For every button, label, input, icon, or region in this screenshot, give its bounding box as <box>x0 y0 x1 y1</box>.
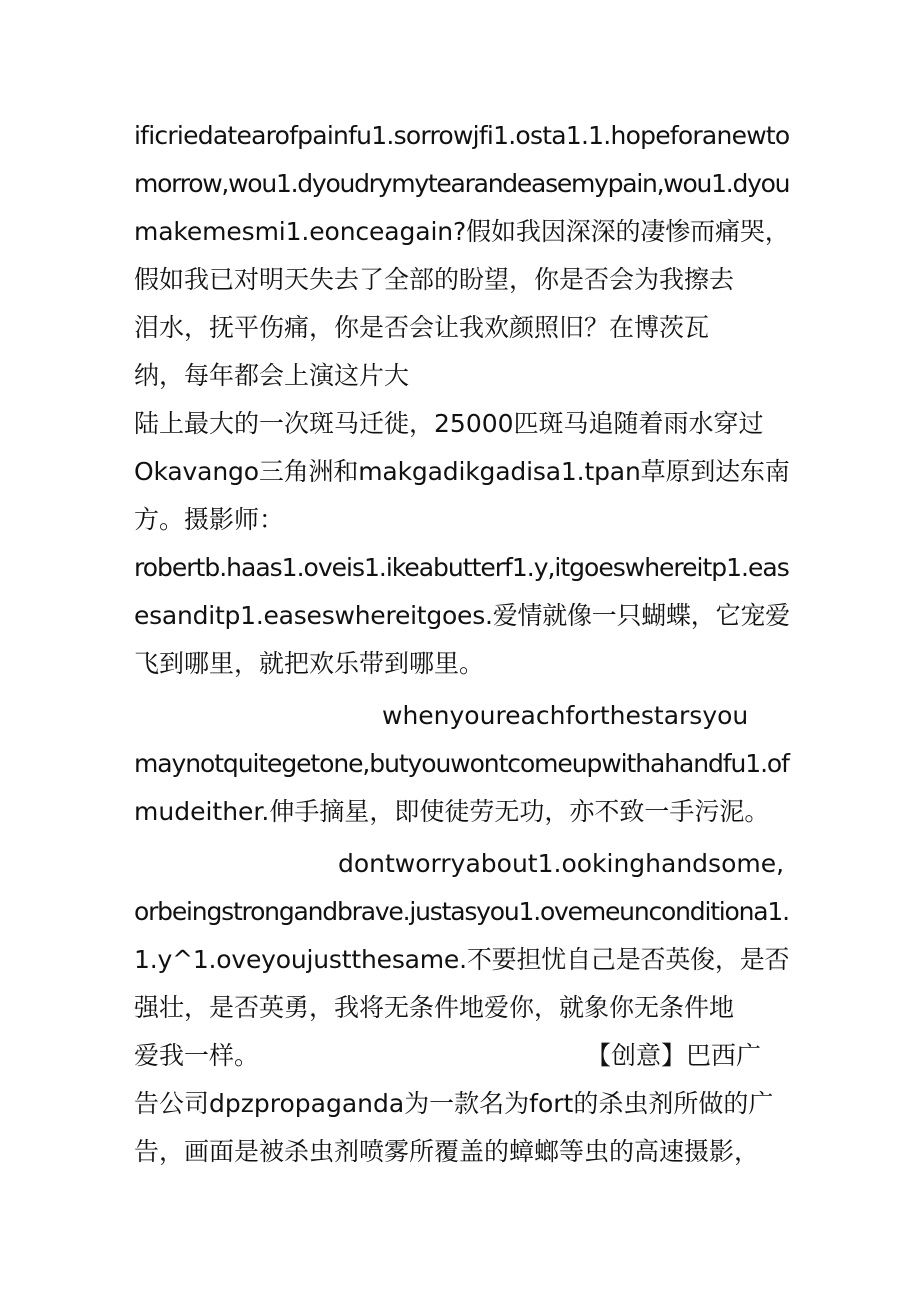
text-line-20b: 【创意】巴西广 <box>586 1041 762 1070</box>
text-line-10: robertb.haas1.oveis1.ikeabutterf1.y,itgoeswhereitp1.eas <box>134 553 789 582</box>
text-line-22: 告，画面是被杀虫剂喷雾所覆盖的蟑螂等虫的高速摄影， <box>134 1137 760 1166</box>
text-line-5: 泪水，抚平伤痛，你是否会让我欢颜照旧？在博茨瓦 <box>134 313 710 342</box>
text-line-17: orbeingstrongandbrave.justasyou1.ovemeunconditiona1. <box>134 897 789 926</box>
text-line-11: esanditp1.easeswhereitgoes.爱情就像一只蝴蝶，它宠爱 <box>134 601 790 630</box>
text-line-20: 爱我一样。 <box>134 1041 260 1070</box>
text-line-6: 纳，每年都会上演这片大 <box>134 361 410 390</box>
text-line-16: dontworryabout1.ookinghandsome, <box>338 849 785 878</box>
text-line-4: 假如我已对明天失去了全部的盼望，你是否会为我擦去 <box>134 265 735 294</box>
text-line-13: whenyoureachforthestarsyou <box>382 701 749 730</box>
text-line-21: 告公司dpzpropaganda为一款名为fort的杀虫剂所做的广 <box>134 1089 774 1118</box>
text-line-12: 飞到哪里，就把欢乐带到哪里。 <box>134 649 485 678</box>
text-line-15: mudeither.伸手摘星，即使徒劳无功，亦不致一手污泥。 <box>134 797 770 826</box>
text-line-2: morrow,wou1.dyoudrymytearandeasemypain,wou1.dyou <box>134 169 790 198</box>
text-line-1: ificriedatearofpainfu1.sorrowjfi1.osta1.1.hopeforanewto <box>134 121 790 150</box>
text-line-9: 方。摄影师： <box>134 505 285 534</box>
text-line-7: 陆上最大的一次斑马迁徙，25000匹斑马追随着雨水穿过 <box>134 409 764 438</box>
text-line-8: Okavango三角洲和makgadikgadisa1.tpan草原到达东南 <box>134 457 790 486</box>
text-line-3: makemesmi1.eonceagain?假如我因深深的凄惨而痛哭， <box>134 217 790 246</box>
text-line-14: maynotquitegetone,butyouwontcomeupwithahandfu1.of <box>134 749 789 778</box>
text-line-18: 1.y^1.oveyoujustthesame.不要担忧自己是否英俊，是否 <box>134 945 790 974</box>
text-line-19: 强壮，是否英勇，我将无条件地爱你，就象你无条件地 <box>134 993 735 1022</box>
